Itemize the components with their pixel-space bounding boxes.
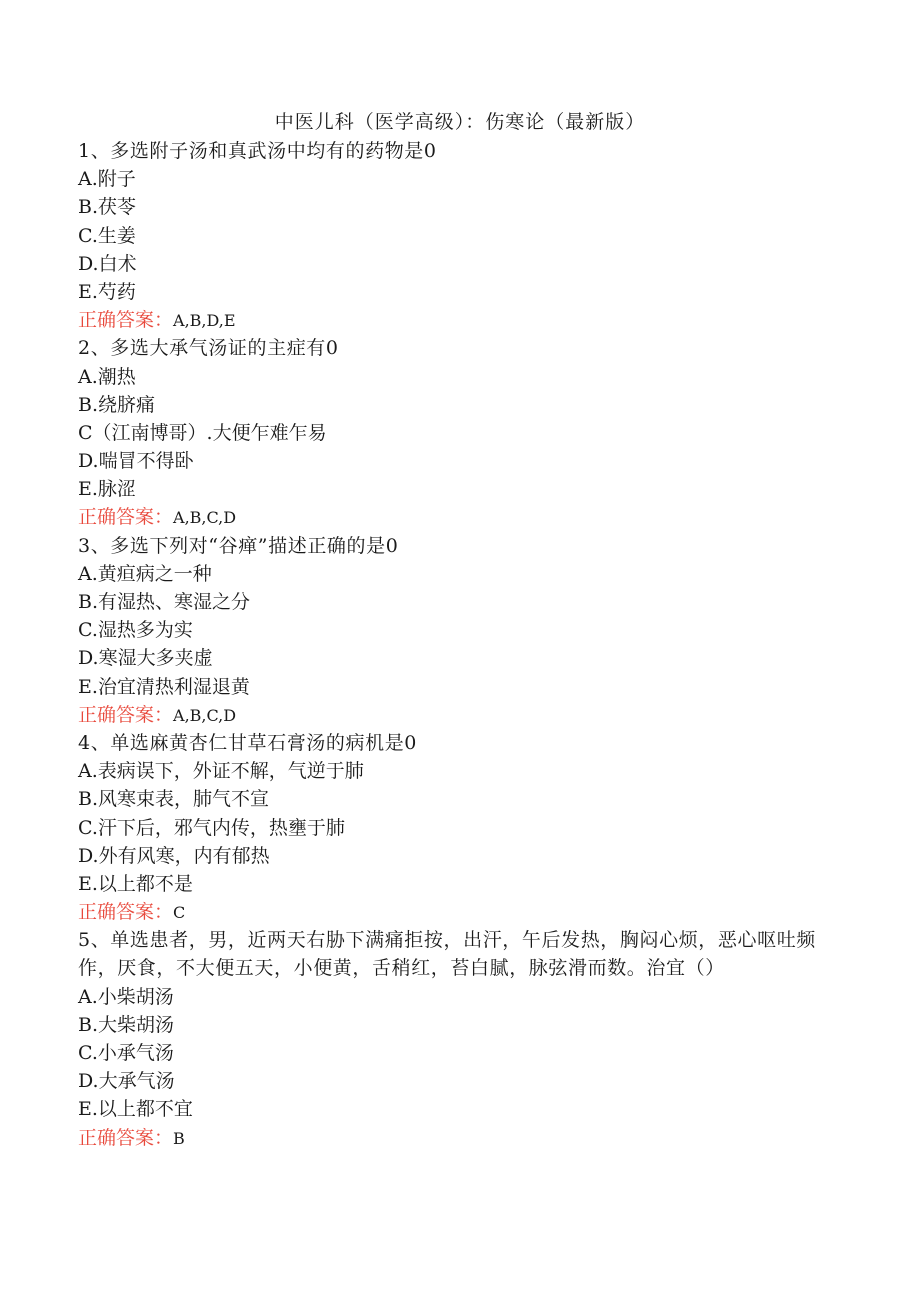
option-d: D.白术 bbox=[78, 252, 137, 275]
option-c: C.汗下后，邪气内传，热壅于肺 bbox=[78, 816, 345, 839]
answer-value: A,B,C,D bbox=[173, 508, 237, 528]
question-3 bbox=[78, 532, 838, 729]
option-c: C.生姜 bbox=[78, 224, 136, 247]
option-a: A.潮热 bbox=[78, 365, 136, 388]
option-a: A.附子 bbox=[78, 168, 136, 191]
answer-value: A,B,C,D bbox=[173, 705, 237, 725]
option-a: A.黄疸病之一种 bbox=[78, 562, 212, 585]
option-d: D.喘冒不得卧 bbox=[78, 450, 194, 473]
option-b: B.风寒束表，肺气不宣 bbox=[78, 788, 270, 811]
correct-answer bbox=[78, 306, 838, 334]
correct-answer bbox=[78, 898, 838, 926]
option-b: B.绕脐痛 bbox=[78, 393, 156, 416]
answer-label: 正确答案： bbox=[78, 309, 174, 332]
correct-answer bbox=[78, 503, 838, 531]
option-b: B.茯苓 bbox=[78, 196, 137, 219]
option-c: C（江南博哥）.大便乍难乍易 bbox=[78, 421, 327, 444]
question-list bbox=[78, 137, 838, 1152]
option-b: B.大柴胡汤 bbox=[78, 1013, 175, 1036]
answer-label: 正确答案： bbox=[78, 506, 174, 529]
question-stem: 3、多选下列对“谷瘅”描述正确的是0 bbox=[78, 534, 399, 557]
option-c: C.湿热多为实 bbox=[78, 619, 193, 642]
option-d: D.外有风寒，内有郁热 bbox=[78, 844, 270, 867]
option-c: C.小承气汤 bbox=[78, 1042, 174, 1065]
option-d: D.大承气汤 bbox=[78, 1070, 175, 1093]
answer-value: A,B,D,E bbox=[173, 311, 236, 331]
answer-value: C bbox=[173, 903, 186, 923]
question-4 bbox=[78, 729, 838, 926]
option-a: A.小柴胡汤 bbox=[78, 985, 174, 1008]
question-stem: 4、单选麻黄杏仁甘草石膏汤的病机是0 bbox=[78, 731, 417, 754]
option-e: E.治宜清热利湿退黄 bbox=[78, 675, 250, 698]
answer-label: 正确答案： bbox=[78, 901, 174, 924]
option-d: D.寒湿大多夹虚 bbox=[78, 647, 213, 670]
option-a: A.表病误下，外证不解，气逆于肺 bbox=[78, 760, 364, 783]
option-e: E.以上都不是 bbox=[78, 872, 193, 895]
answer-label: 正确答案： bbox=[78, 703, 174, 726]
option-e: E.脉涩 bbox=[78, 478, 136, 501]
correct-answer bbox=[78, 1124, 838, 1152]
option-e: E.芍药 bbox=[78, 280, 136, 303]
document-title: 中医儿科（医学高级）：伤寒论（最新版） bbox=[274, 111, 646, 133]
question-stem: 5、单选患者，男，近两天右胁下满痛拒按，出汗，午后发热，胸闷心烦，恶心呕吐频作，厌食，不大便五天，小便黄，舌稍红，苔白腻，脉弦滑而数。治宜（） bbox=[78, 929, 816, 980]
question-5 bbox=[78, 926, 838, 1152]
answer-value: B bbox=[173, 1128, 185, 1148]
answer-label: 正确答案： bbox=[78, 1126, 174, 1149]
correct-answer bbox=[78, 701, 838, 729]
question-1 bbox=[78, 137, 838, 334]
option-e: E.以上都不宜 bbox=[78, 1098, 193, 1121]
question-stem: 1、多选附子汤和真武汤中均有的药物是0 bbox=[78, 140, 437, 162]
question-stem: 2、多选大承气汤证的主症有0 bbox=[78, 337, 339, 360]
option-b: B.有湿热、寒湿之分 bbox=[78, 591, 251, 613]
question-2 bbox=[78, 334, 838, 531]
